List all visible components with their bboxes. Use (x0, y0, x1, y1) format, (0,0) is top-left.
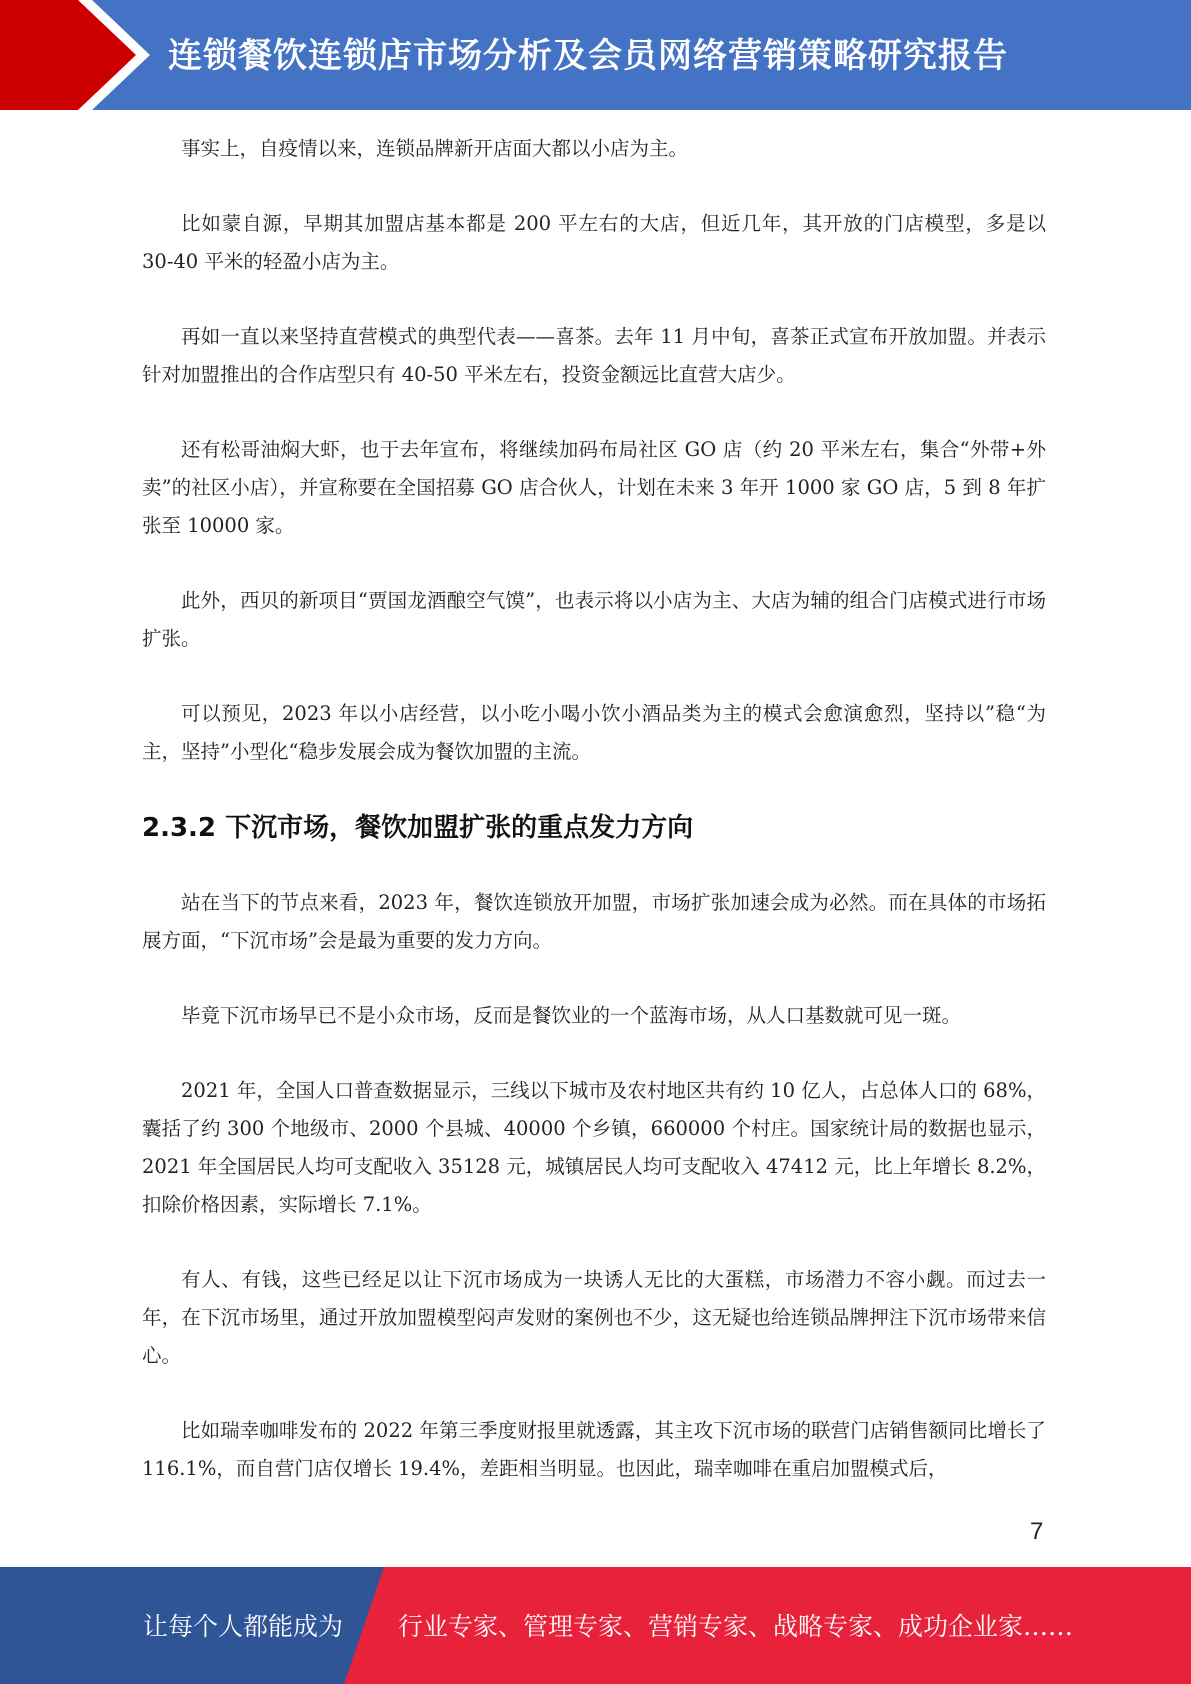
paragraph: 还有松哥油焖大虾，也于去年宣布，将继续加码布局社区 GO 店（约 20 平米左右，集合“外带+外卖”的社区小店），并宣称要在全国招募 GO 店合伙人，计划在未来 3 年开 1000 家 GO 店，5 到 8 年扩张至 10000 家。 (142, 438, 1046, 537)
page-footer (0, 1567, 1191, 1684)
document-title: 连锁餐饮连锁店市场分析及会员网络营销策略研究报告 (168, 36, 1008, 76)
section-heading: 2.3.2 下沉市场，餐饮加盟扩张的重点发力方向 (142, 813, 694, 843)
paragraph: 2021 年，全国人口普查数据显示，三线以下城市及农村地区共有约 10 亿人，占总体人口的 68%，囊括了约 300 个地级市、2000 个县城、40000 个乡镇，660000 个村庄。国家统计局的数据也显示，2021 年全国居民人均可支配收入 35128 元，城镇居民人均可支配收入 47412 元，比上年增长 8.2%，扣除价格因素，实际增长 7.1%。 (142, 1079, 1046, 1216)
page-header (0, 0, 1191, 110)
paragraph: 站在当下的节点来看，2023 年，餐饮连锁放开加盟，市场扩张加速会成为必然。而在具体的市场拓展方面，“下沉市场”会是最为重要的发力方向。 (142, 891, 1046, 952)
document-body (142, 130, 1046, 1525)
paragraph: 事实上，自疫情以来，连锁品牌新开店面大都以小店为主。 (181, 137, 689, 160)
footer-slogan-right: 行业专家、管理专家、营销专家、战略专家、成功企业家…… (398, 1612, 1074, 1641)
paragraph: 再如一直以来坚持直营模式的典型代表——喜茶。去年 11 月中旬，喜茶正式宣布开放加盟。并表示针对加盟推出的合作店型只有 40-50 平米左右，投资金额远比直营大店少。 (142, 325, 1046, 386)
paragraph: 此外，西贝的新项目“贾国龙酒酿空气馍”，也表示将以小店为主、大店为辅的组合门店模式进行市场扩张。 (142, 589, 1046, 650)
paragraph: 比如瑞幸咖啡发布的 2022 年第三季度财报里就透露，其主攻下沉市场的联营门店销售额同比增长了 116.1%，而自营门店仅增长 19.4%，差距相当明显。也因此，瑞幸咖啡在重启加盟模式后， (142, 1419, 1046, 1480)
paragraph: 可以预见，2023 年以小店经营，以小吃小喝小饮小酒品类为主的模式会愈演愈烈，坚持以”稳“为主，坚持”小型化“稳步发展会成为餐饮加盟的主流。 (142, 702, 1046, 763)
page-number: 7 (1030, 1518, 1044, 1545)
paragraph: 比如蒙自源，早期其加盟店基本都是 200 平左右的大店，但近几年，其开放的门店模型，多是以 30-40 平米的轻盈小店为主。 (142, 212, 1046, 273)
footer-slogan-left: 让每个人都能成为 (143, 1612, 344, 1641)
paragraph: 有人、有钱，这些已经足以让下沉市场成为一块诱人无比的大蛋糕，市场潜力不容小觑。而过去一年，在下沉市场里，通过开放加盟模型闷声发财的案例也不少，这无疑也给连锁品牌押注下沉市场带来信心。 (142, 1268, 1046, 1367)
paragraph: 毕竟下沉市场早已不是小众市场，反而是餐饮业的一个蓝海市场，从人口基数就可见一斑。 (181, 1004, 962, 1027)
